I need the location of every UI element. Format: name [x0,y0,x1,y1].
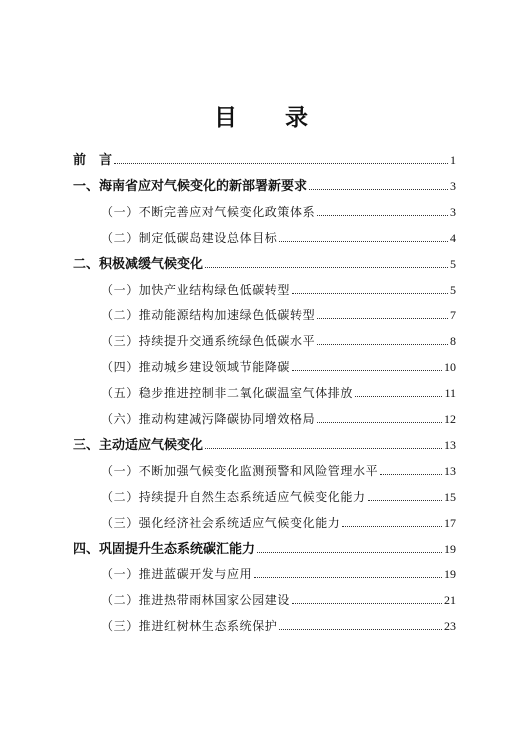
toc-page-number: 5 [450,282,456,297]
dot-leader [355,396,442,397]
toc-entry-label: （四）推动城乡建设领域节能降碳 [101,360,291,375]
toc-entry-label: （一）加快产业结构绿色低碳转型 [101,282,291,297]
toc-entry-label: （一）不断加强气候变化监测预警和风险管理水平 [101,463,379,478]
toc-page-number: 23 [444,619,456,634]
dot-leader [292,293,448,294]
toc-entry-label: 一、海南省应对气候变化的新部署新要求 [73,178,308,194]
toc-section-entry[interactable] [73,459,456,479]
toc-section-entry[interactable] [73,485,456,505]
toc-entry-label: （二）推动能源结构加速绿色低碳转型 [101,308,316,323]
toc-entry-label: 三、主动适应气候变化 [73,437,204,453]
toc-entry-label: 二、积极减缓气候变化 [73,256,204,272]
dot-leader [254,577,442,578]
toc-page-number: 13 [444,437,456,452]
dot-leader [205,448,442,449]
toc-entry-label: （三）推进红树林生态系统保护 [101,619,278,634]
dot-leader [317,344,448,345]
toc-page-number: 19 [444,541,456,556]
toc-page-number: 19 [444,567,456,582]
toc-entry-label: （三）强化经济社会系统适应气候变化能力 [101,515,341,530]
toc-entry-label: （一）推进蓝碳开发与应用 [101,567,253,582]
toc-page-number: 12 [444,412,456,426]
toc-section-entry[interactable] [73,588,456,608]
toc-page-number: 8 [450,334,456,349]
toc-section-entry[interactable] [73,278,456,298]
toc-entry-label: （三）持续提升交通系统绿色低碳水平 [101,334,316,349]
dot-leader [292,370,442,371]
toc-chapter-entry[interactable] [73,252,456,272]
toc-chapter-entry[interactable] [73,174,456,194]
toc-page-number: 1 [450,153,456,167]
toc-entry-label: （一）不断完善应对气候变化政策体系 [101,204,316,219]
dot-leader [205,267,448,268]
dot-leader [380,474,442,475]
toc-section-entry[interactable] [73,511,456,531]
toc-page-number: 13 [444,463,456,478]
toc-chapter-entry[interactable] [73,537,456,557]
toc-page-number: 10 [444,360,456,375]
dot-leader [368,500,442,501]
toc-entry-label: 四、巩固提升生态系统碳汇能力 [73,541,256,557]
dot-leader [279,241,448,242]
toc-entry-label: 前 言 [73,153,113,168]
toc-section-entry[interactable] [73,200,456,220]
toc-chapter-entry[interactable] [73,433,456,453]
toc-section-entry[interactable] [73,303,456,323]
dot-leader [309,189,448,190]
toc-page-number: 15 [444,489,456,504]
dot-leader [317,318,448,319]
toc-section-entry[interactable] [73,355,456,375]
dot-leader [342,526,442,527]
dot-leader [317,422,442,423]
page-title: 目 录 [213,105,328,131]
toc-chapter-entry[interactable] [73,148,456,168]
toc-section-entry[interactable] [73,614,456,634]
toc-page-number: 3 [450,204,456,219]
toc-page-number: 4 [450,230,456,245]
toc-page-number: 17 [444,515,456,530]
dot-leader [292,603,442,604]
dot-leader [317,215,448,216]
toc-entry-label: （二）制定低碳岛建设总体目标 [101,230,278,245]
toc-entry-label: （六）推动构建减污降碳协同增效格局 [101,412,316,426]
toc-section-entry[interactable] [73,381,456,401]
toc-section-entry[interactable] [73,226,456,246]
toc-section-entry[interactable] [73,329,456,349]
dot-leader [279,629,442,630]
toc-entry-label: （五）稳步推进控制非二氧化碳温室气体排放 [101,386,354,401]
toc-page-number: 3 [450,178,456,193]
toc-entry-label: （二）推进热带雨林国家公园建设 [101,593,291,608]
toc-page-number: 11 [444,386,456,401]
toc-entry-label: （二）持续提升自然生态系统适应气候变化能力 [101,489,366,504]
toc-page-number: 21 [444,593,456,608]
dot-leader [257,552,442,553]
toc-page-number: 7 [450,308,456,323]
toc-section-entry[interactable] [73,562,456,582]
toc-page-number: 5 [450,256,456,271]
dot-leader [114,163,448,164]
toc-section-entry[interactable] [73,407,456,427]
